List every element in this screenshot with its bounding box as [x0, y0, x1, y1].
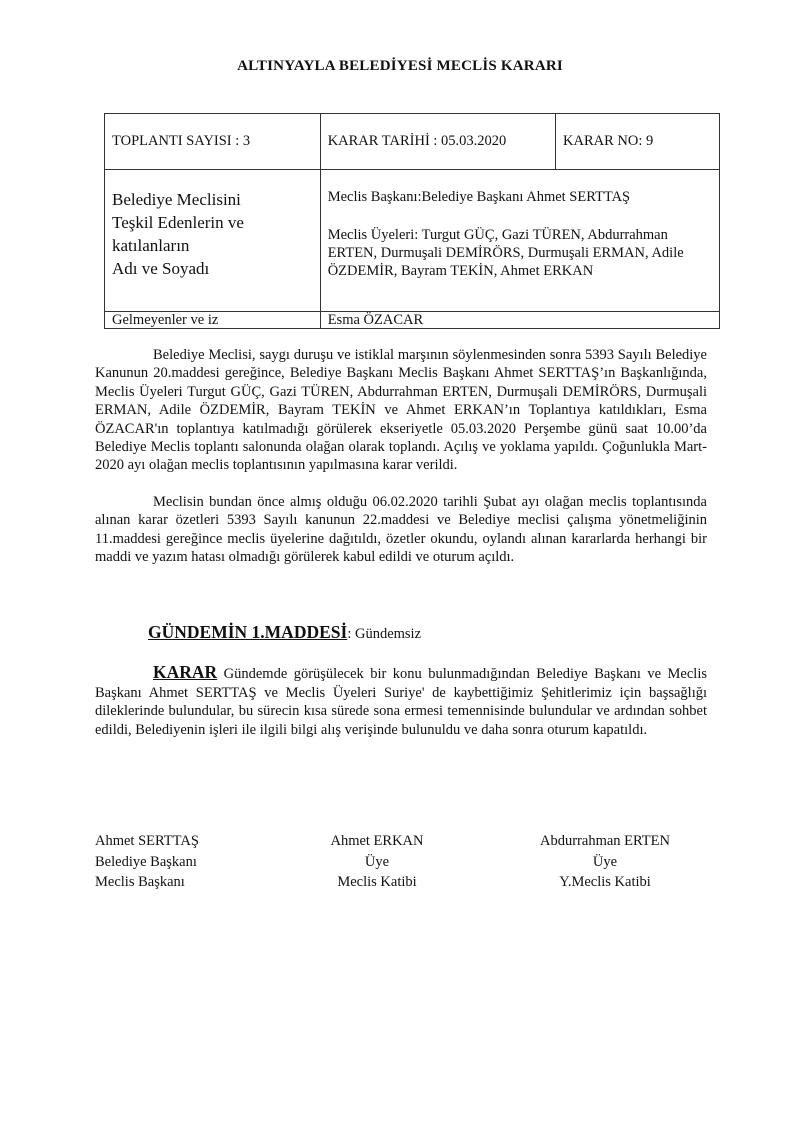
- members-cell: [320, 170, 719, 312]
- signatory-title: Y.Meclis Katibi: [559, 874, 651, 890]
- members-label-line: katılanların: [112, 236, 190, 255]
- table-row: [105, 114, 720, 170]
- agenda-text: Gündemsiz: [354, 626, 422, 642]
- absent-names-cell: Esma ÖZACAR: [320, 312, 719, 329]
- members-label-cell: [105, 170, 321, 312]
- agenda-heading: GÜNDEMİN 1.MADDESİ: [148, 622, 348, 642]
- signature-block: [322, 831, 432, 893]
- signature-block: [525, 831, 685, 893]
- members-label-line: Belediye Meclisini: [112, 190, 241, 209]
- decision-number-cell: KARAR NO: 9: [556, 114, 720, 170]
- signatory-role: Üye: [364, 853, 390, 870]
- decision-text: Gündemde görüşülecek bir konu bulunmadığından Belediye Başkanı ve Meclis Başkanı Ahmet SERTTAŞ ve Meclis Üyeleri Suriye' de kaybettiğimiz Şehitlerimiz için başsağlığı dileklerinde bulundular, bu sürecin kısa sürede sona ermesi temennisinde bulundular ve ardından sohbet edildi, Belediyenin işleri ile ilgili bilgi alış verişinde bulunuldu ve daha sonra oturum kapatıldı.: [95, 666, 707, 738]
- document-title: ALTINYAYLA BELEDİYESİ MECLİS KARARI: [237, 58, 563, 74]
- decision-keyword: KARAR: [153, 662, 218, 682]
- signatory-name: Ahmet SERTTAŞ: [95, 833, 199, 849]
- agenda-separator: :: [347, 626, 355, 642]
- agenda-item: [148, 622, 421, 643]
- signatory-name: Ahmet ERKAN: [330, 833, 424, 849]
- signatory-title: Meclis Katibi: [337, 874, 417, 890]
- decision-date-cell: KARAR TARİHİ : 05.03.2020: [320, 114, 555, 170]
- decision-paragraph: [95, 663, 707, 739]
- council-members: Meclis Üyeleri: Turgut GÜÇ, Gazi TÜREN, Abdurrahman ERTEN, Durmuşali DEMİRÖRS, Durmuşali ERMAN, Adile ÖZDEMİR, Bayram TEKİN, Ahmet ERKAN: [327, 227, 684, 279]
- table-row: [105, 312, 720, 329]
- meeting-number-cell: TOPLANTI SAYISI : 3: [105, 114, 321, 170]
- signatory-role: Belediye Başkanı: [95, 853, 197, 870]
- signature-block: [95, 831, 199, 893]
- table-row: [105, 170, 720, 312]
- members-label-line: Adı ve Soyadı: [112, 259, 210, 278]
- meeting-info-table: [104, 113, 720, 329]
- minutes-paragraph: Meclisin bundan önce almış olduğu 06.02.2020 tarihli Şubat ayı olağan meclis toplantısında alınan karar özetleri 5393 Sayılı kanunun 22.maddesi ve Belediye meclisi çalışma yönetmeliğinin 11.maddesi gereğince meclis üyelerine dağıtıldı, özetler okundu, oylandı alınan kararlarda herhangi bir maddi ve yazım hatası olmadığı görülerek kabul edildi ve oturum açıldı.: [95, 494, 707, 566]
- absent-label-cell: Gelmeyenler ve iz: [105, 312, 321, 329]
- members-label-line: Teşkil Edenlerin ve: [112, 213, 244, 232]
- council-president: Meclis Başkanı:Belediye Başkanı Ahmet SERTTAŞ: [327, 189, 631, 205]
- signatory-role: Üye: [592, 853, 618, 870]
- opening-paragraph: Belediye Meclisi, saygı duruşu ve istiklal marşının söylenmesinden sonra 5393 Sayılı Belediye Kanunun 20.maddesi gereğince, Belediye Başkanı Meclis Başkanı Ahmet SERTTAŞ’ın Başkanlığında, Meclis Üyeleri Turgut GÜÇ, Gazi TÜREN, Abdurrahman ERTEN, Durmuşali DEMİRÖRS, Durmuşali ERMAN, Adile ÖZDEMİR, Bayram TEKİN ve Ahmet ERKAN’ın Toplantıya katıldıkları, Esma ÖZACAR'ın toplantıya katılmadığı görülerek ekseriyetle 05.03.2020 Perşembe günü saat 10.00’da Belediye Meclis toplantı salonunda olağan olarak toplandı. Açılış ve yoklama yapıldı. Çoğunlukla Mart-2020 ayı olağan meclis toplantısının yapılmasına karar verildi.: [95, 347, 707, 474]
- signatory-title: Meclis Başkanı: [95, 874, 185, 890]
- signatory-name: Abdurrahman ERTEN: [540, 833, 670, 849]
